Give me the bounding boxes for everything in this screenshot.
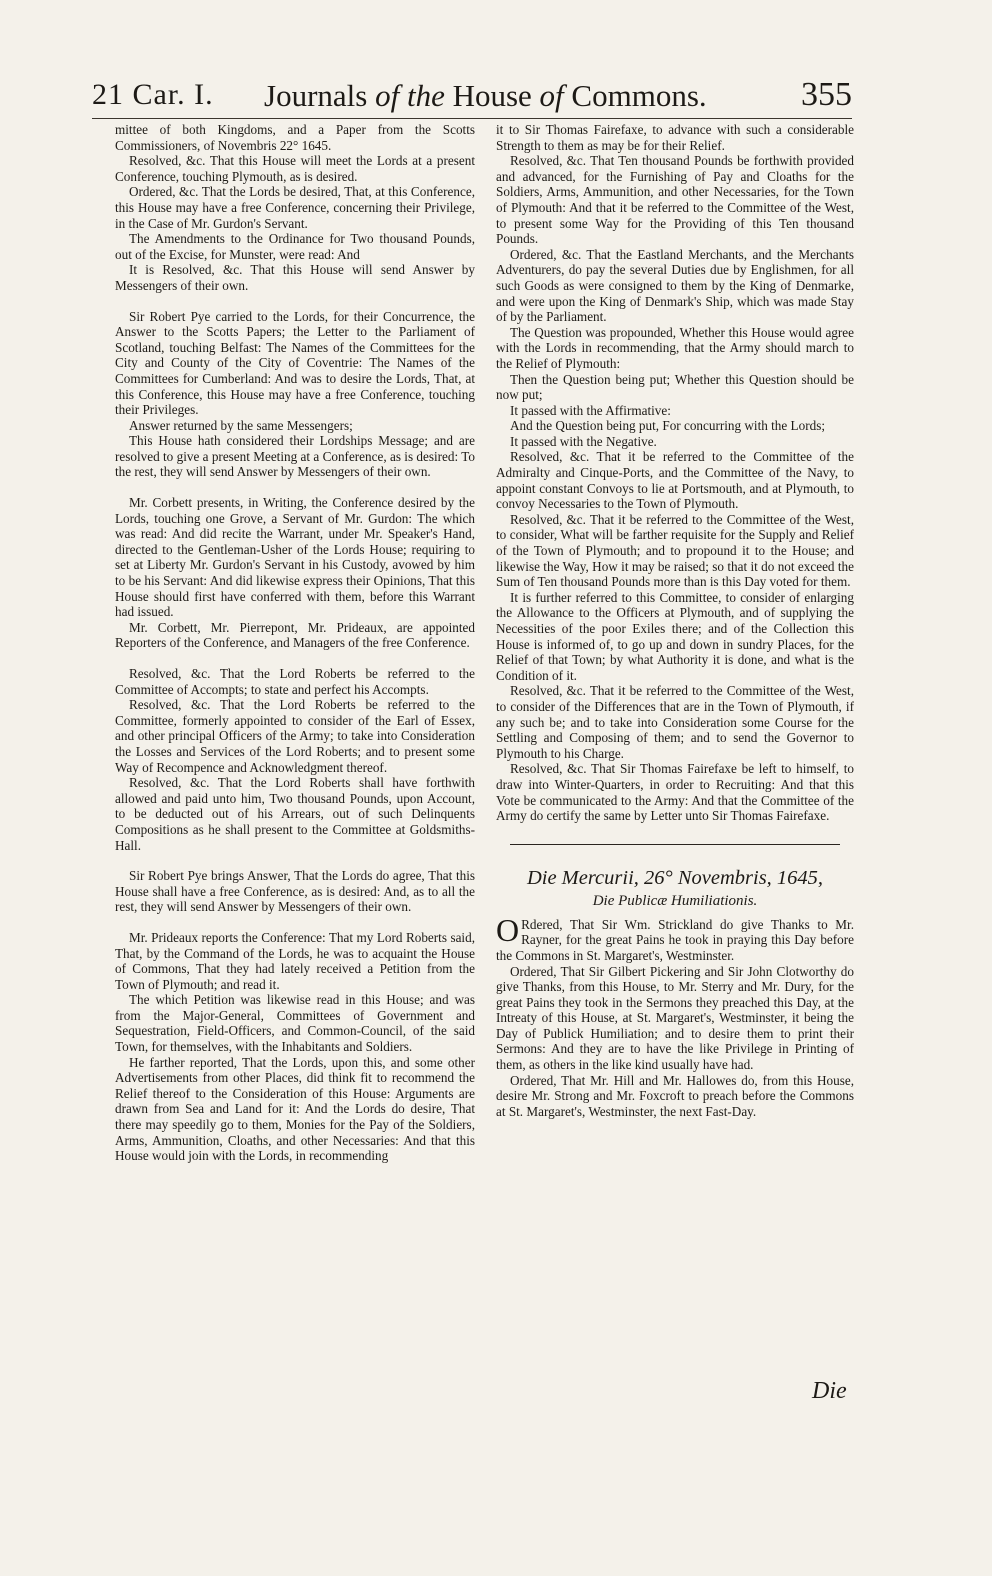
paragraph: Mr. Corbett, Mr. Pierrepont, Mr. Prideaux, are appointed Reporters of the Conference, and Managers of the free Conference. <box>115 619 475 651</box>
paragraph: Then the Question being put; Whether this Question should be now put; <box>496 371 854 403</box>
paragraph: It is further referred to this Committee, to consider of enlarging the Allowance to the Officers at Plymouth, and of supplying the Necessities of the poor Exiles there; and of the Collection this House is informed of, to go up and down in sundry Places, for the Relief of that Town; by what Authority it is done, and what is the Condition of it. <box>496 589 854 683</box>
day-heading: Die Mercurii, 26° Novembris, 1645, <box>526 866 824 889</box>
paragraph: O Rdered, That Sir Wm. Strickland do give Thanks to Mr. Rayner, for the great Pains he took in praying this Day before the Commons in St. Margaret's, Westminster. <box>496 911 854 963</box>
header-rule <box>92 118 852 119</box>
paragraph: Ordered, That Mr. Hill and Mr. Hallowes do, from this House, desire Mr. Strong and Mr. Foxcroft to preach before the Commons at St. Margaret's, Westminster, the next Fast-Day. <box>496 1072 854 1119</box>
paragraph: And the Question being put, For concurring with the Lords; <box>510 418 825 434</box>
drop-cap: O <box>496 911 520 948</box>
paragraph: Resolved, &c. That it be referred to the Committee of the Admiralty and Cinque-Ports, and the Committee of the Navy, to appoint constant Convoys to lie at Portsmouth, and at Plymouth, to convoy Necessaries to the Town of Plymouth. <box>496 449 854 512</box>
paragraph: This House hath considered their Lordships Message; and are resolved to give a present Meeting at a Conference, as is desired: To the rest, they will send Answer by Messengers of their own. <box>115 433 475 480</box>
paragraph: Sir Robert Pye carried to the Lords, for their Concurrence, the Answer to the Scotts Papers; the Letter to the Parliament of Scotland, touching Belfast: The Names of the Committees for the City and County of the City of Coventrie: The Names of the Committees for Cumberland: And was to desire the Lords, That, at this Conference, this House may have a free Conference, touching their Privileges. <box>115 308 475 418</box>
catchword: Die <box>812 1378 847 1404</box>
paragraph: Resolved, &c. That the Lord Roberts be referred to the Committee of Accompts; to state and perfect his Accompts. <box>115 666 475 697</box>
page-number: 355 <box>801 76 852 113</box>
paragraph: The Question was propounded, Whether this House would agree with the Lords in recommending, that the Army should march to the Relief of Plymouth: <box>496 324 854 371</box>
paragraph: Sir Robert Pye brings Answer, That the Lords do agree, That this House shall have a free Conference, as is desired: And, as to all the rest, they will send Answer by Messengers of their own. <box>115 868 475 915</box>
paragraph: Resolved, &c. That the Lord Roberts shall have forthwith allowed and paid unto him, Two thousand Pounds, upon Account, to be deducted out of his Arrears, out of such Delinquents Compositions as he shall present to the Committee at Goldsmiths-Hall. <box>115 775 475 853</box>
paragraph: it to Sir Thomas Fairefaxe, to advance with such a considerable Strength to them as may be for their Relief. <box>496 122 854 153</box>
paragraph: Resolved, &c. That the Lord Roberts be referred to the Committee, formerly appointed to consider of the Earl of Essex, and other principal Officers of the Army; to take into Consideration the Losses and Services of the Lord Roberts; and to present some Way of Recompence and Acknowledgment thereof. <box>115 697 475 775</box>
paragraph: Answer returned by the same Messengers; <box>129 417 353 433</box>
paragraph: It passed with the Affirmative: <box>510 402 671 418</box>
paragraph: Mr. Corbett presents, in Writing, the Conference desired by the Lords, touching one Grove, a Servant of Mr. Gurdon: The which was read: And did recite the Warrant, under Mr. Speaker's Hand, directed to the Gentleman-Usher of the Lords House; requiring to set at Liberty Mr. Gurdon's Servant in his Custody, avowed by him to be his Servant: And did likewise express their Opinions, That this House should first have conferred with them, before this Warrant had issued. <box>115 495 475 620</box>
section-rule <box>510 844 840 845</box>
paragraph: Ordered, &c. That the Eastland Merchants, and the Merchants Adventurers, do pay the several Duties due by Englishmen, for all such Goods as were consigned to them by the King of Denmarke, and were upon the King of Denmark's Ship, which was made Stay of by the Parliament. <box>496 246 854 325</box>
paragraph: Resolved, &c. That it be referred to the Committee of the West, to consider of the Differences that are in the Town of Plymouth, if any such be; and to take into Consideration some Course for the Settling and Composing of them; and to send the Governor to Plymouth to his Charge. <box>496 683 854 761</box>
paragraph: The Amendments to the Ordinance for Two thousand Pounds, out of the Excise, for Munster, were read: And <box>115 231 475 262</box>
paragraph: It passed with the Negative. <box>510 433 657 449</box>
paragraph: Resolved, &c. That this House will meet the Lords at a present Conference, touching Plymouth, as is desired. <box>115 153 475 184</box>
running-title: Journals of the House of Commons. <box>264 78 707 113</box>
paragraph: Ordered, That Sir Gilbert Pickering and Sir John Clotworthy do give Thanks, from this House, to Mr. Sterry and Mr. Dury, for the great Pains they took in the Sermons they preached this Day, at the Intreaty of this House, at St. Margaret's, Westminster, it being the Day of Publick Humiliation; and to desire them to print their Sermons: And they are to have the like Privilege in Printing of them, as others in the like kind usually have had. <box>496 963 854 1073</box>
paragraph: He farther reported, That the Lords, upon this, and some other Advertisements from other Places, did think fit to recommend the Relief thereof to the Consideration of this House: Arguments are drawn from Sea and Land for it: And the Lords do desire, That there may speedily go to them, Monies for the Pay of the Soldiers, Arms, Ammunition, Cloaths, and other Necessaries: And that this House would join with the Lords, in recommending <box>115 1054 475 1164</box>
paragraph: Resolved, &c. That Ten thousand Pounds be forthwith provided and advanced, for the Furnishing of Pay and Cloaths for the Soldiers, Arms, Ammunition, and other Necessaries, for the Town of Plymouth: And that it be referred to the Committee of the West, to present some Way for the Providing of this Ten thousand Pounds. <box>496 153 854 247</box>
paragraph: mittee of both Kingdoms, and a Paper from the Scotts Commissioners, of Novembris 22° 1645. <box>115 122 475 153</box>
paragraph: Ordered, &c. That the Lords be desired, That, at this Conference, this House may have a free Conference, concerning their Privilege, in the Case of Mr. Gurdon's Servant. <box>115 184 475 231</box>
right-column <box>496 122 854 1119</box>
left-column <box>115 122 475 1164</box>
paragraph: It is Resolved, &c. That this House will send Answer by Messengers of their own. <box>115 262 475 293</box>
regnal-year: 21 Car. I. <box>92 78 214 111</box>
paragraph: The which Petition was likewise read in this House; and was from the Major-General, Committees of Government and Sequestration, Field-Officers, and Common-Council, of the said Town, for themselves, with the Inhabitants and Soldiers. <box>115 992 475 1055</box>
paragraph: Resolved, &c. That Sir Thomas Fairefaxe be left to himself, to draw into Winter-Quarters, in order to Recruiting: And that this Vote be communicated to the Army: And that the Committee of the Army do certify the same by Letter unto Sir Thomas Fairefaxe. <box>496 761 854 824</box>
running-header <box>92 72 852 124</box>
paragraph: Mr. Prideaux reports the Conference: That my Lord Roberts said, That, by the Command of the Lords, he was to acquaint the House of Commons, That they had lately received a Petition from the Town of Plymouth; and read it. <box>115 929 475 992</box>
paragraph: Resolved, &c. That it be referred to the Committee of the West, to consider, What will be farther requisite for the Supply and Relief of the Town of Plymouth; and to propound it to the House; and likewise the Way, How it may be raised; so that it do not exceed the Sum of Ten thousand Pounds more than is this Day voted for them. <box>496 511 854 590</box>
day-subheading: Die Publicæ Humiliationis. <box>592 892 758 909</box>
